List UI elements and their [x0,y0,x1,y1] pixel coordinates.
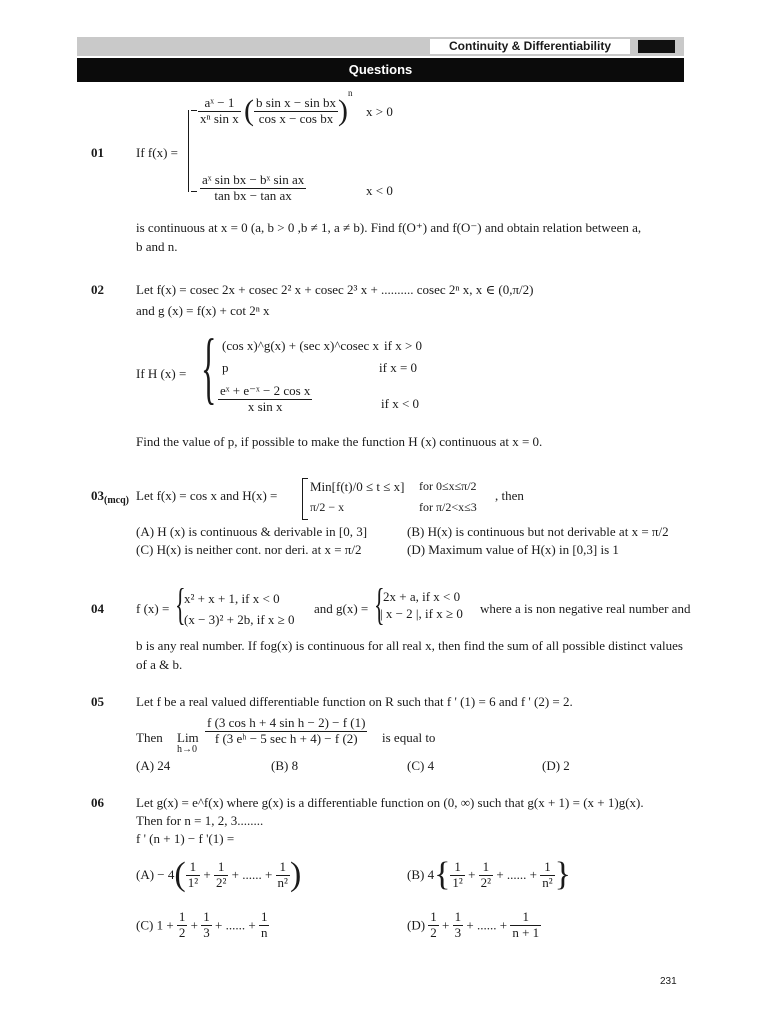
numerator: 1 [178,909,186,924]
q03-lead: Let f(x) = cos x and H(x) = [136,488,278,503]
q05-option-b: (B) 8 [271,758,299,773]
chapter-title: Continuity & Differentiability [430,39,630,54]
denominator: 2² [215,874,227,890]
q02-line2: and g (x) = f(x) + cot 2ⁿ x [136,303,270,318]
brace: { [434,856,451,893]
numerator: 1 [454,909,462,924]
denominator: tan bx − tan ax [200,188,306,204]
question-number: 06 [91,795,104,810]
q05-option-c: (C) 4 [407,758,435,773]
q01-brace [188,110,189,192]
brace-tick [191,110,197,111]
fraction [218,384,312,415]
fraction [186,860,200,891]
q05-option-d: (D) 2 [542,758,570,773]
numerator: aˣ − 1 [204,94,235,110]
q02-case1: (cos x)^g(x) + (sec x)^cosec x [222,338,380,353]
q05-line1: Let f be a real valued differentiable function on R such that f ' (1) = 6 and f ' (2) = 2. [136,694,573,709]
q02-case2-condition: if x = 0 [379,360,418,375]
q04-g-case1: 2x + a, if x < 0 [383,589,461,604]
numerator: 1 [260,909,268,924]
q02-case2: p [222,360,229,375]
numerator: 1 [203,909,210,924]
numerator: f (3 cos h + 4 sin h − 2) − f (1) [207,715,366,730]
fraction [510,910,541,941]
numerator: aˣ sin bx − bˣ sin ax [202,172,305,187]
question-number [91,488,129,504]
fraction [254,96,338,127]
q04-f-brace: { [175,580,186,629]
q03-option-b: (B) H(x) is continuous but not derivable at x = π/2 [407,524,669,539]
power: n [347,88,353,98]
fraction [428,910,439,941]
numerator: 1 [217,858,225,874]
q05-then: Then [136,730,163,745]
q04-tail: where a is non negative real number and [480,601,691,616]
option-label: (A) − 4 [136,867,175,882]
q06-option-c [136,910,269,941]
text-line: is continuous at x = 0 (a, b > 0 ,b ≠ 1, a ≠ b). Find f(O⁺) and f(O⁻) and obtain relation between a, [136,220,642,235]
ellipsis: + ...... + [496,867,537,882]
denominator: n² [277,874,288,890]
fraction [540,860,554,891]
paren: ( [174,856,186,893]
fraction [259,910,270,941]
numerator: 1 [522,909,529,924]
numerator: 1 [279,858,286,874]
q04-g-lead: and g(x) = [314,601,369,616]
question-number: 01 [91,145,104,160]
plus: + [468,867,476,882]
fraction [450,860,464,891]
numerator: eˣ + e⁻ˣ − 2 cos x [220,383,311,398]
q03-case1: Min[f(t)/0 ≤ t ≤ x] [310,479,405,494]
option-label: (C) 1 + [136,917,174,933]
ellipsis: + ...... + [466,917,508,933]
section-title: Questions [77,58,684,82]
q04-line3: of a & b. [136,657,183,672]
q04-f-lead: f (x) = [136,601,170,616]
text-line: b and n. [136,239,178,254]
q03-tail: , then [495,488,524,503]
q01-body [136,218,701,256]
numerator: 1 [544,858,551,874]
q02-case3-condition: if x < 0 [381,396,420,411]
q02-line1: Let f(x) = cosec 2x + cosec 2² x + cosec 2³ x + .......... cosec 2ⁿ x, x ∈ (0,π/2) [136,282,534,297]
q02-lead: If H (x) = [136,366,187,381]
denominator: n [260,924,268,940]
q01-lead: If f(x) = [136,145,178,160]
q02-case1-condition: if x > 0 [384,338,423,353]
paren: ) [289,856,302,893]
denominator: f (3 eʰ − 5 sec h + 4) − f (2) [205,731,367,747]
denominator: x sin x [218,399,312,415]
fraction [453,910,464,941]
fraction [479,860,493,891]
numerator: 1 [430,909,437,924]
brace-tick [191,191,197,192]
q03-case1-condition: for 0≤x≤π/2 [419,479,477,493]
numerator: b sin x − sin bx [256,94,336,110]
plus: + [203,867,211,882]
q06-line2: Then for n = 1, 2, 3........ [136,813,264,828]
numerator: 1 [454,858,461,874]
q06-line3: f ' (n + 1) − f '(1) = [136,831,235,846]
fraction [276,860,290,891]
brace: } [554,856,571,893]
numerator: 1 [189,858,197,874]
q01-case1 [198,88,353,128]
number: 03 [91,488,104,503]
denominator: 3 [454,924,462,940]
q05-lim-sub: h→0 [177,744,197,755]
paren: ) [337,94,348,128]
q06-option-d [407,910,541,941]
page-number: 231 [660,976,677,987]
q04-f-case2: (x − 3)² + 2b, if x ≥ 0 [184,612,295,627]
q06-option-a [136,856,301,894]
denominator: 2 [178,924,186,940]
option-label: (B) 4 [407,867,435,882]
q03-case2: π/2 − x [310,500,345,514]
q04-g-case2: | x − 2 |, if x ≥ 0 [380,606,463,621]
q03-case2-condition: for π/2<x≤3 [419,500,477,514]
plus: + [442,917,450,933]
q01-case1-condition: x > 0 [366,104,393,119]
question-number: 05 [91,694,104,709]
q05-option-a: (A) 24 [136,758,171,773]
denominator: 1² [187,874,199,890]
fraction [177,910,188,941]
ellipsis: + ...... + [215,917,256,933]
denominator: cos x − cos bx [254,111,338,127]
fraction [200,173,306,204]
q04-f-case1: x² + x + 1, if x < 0 [184,591,280,606]
denominator: 3 [203,924,210,940]
q05-lim: Lim [177,730,199,745]
q02-case3 [218,384,312,415]
q05-fraction [205,716,367,747]
denominator: 2 [430,924,437,940]
ellipsis: + ...... + [231,867,273,882]
numerator: 1 [482,858,490,874]
q02-brace: { [201,324,217,412]
question-number: 02 [91,282,104,297]
denominator: n + 1 [512,924,540,940]
denominator: n² [542,874,553,890]
denominator: 2² [480,874,492,890]
fraction [198,96,241,127]
denominator: 1² [452,874,463,890]
q01-case2-condition: x < 0 [366,183,393,198]
question-number: 04 [91,601,104,616]
fraction [205,716,367,747]
fraction [201,910,212,941]
q03-option-d: (D) Maximum value of H(x) in [0,3] is 1 [407,542,619,557]
header-marker [638,40,675,53]
plus: + [190,917,199,933]
q03-option-c: (C) H(x) is neither cont. nor deri. at x = π/2 [136,542,362,557]
q06-option-b [407,856,571,894]
option-label: (D) [407,917,426,933]
mcq-tag: (mcq) [104,495,129,506]
q03-bracket [302,478,308,520]
q03-option-a: (A) H (x) is continuous & derivable in [0, 3] [136,524,368,539]
q05-tail: is equal to [382,730,436,745]
q04-line2: b is any real number. If fog(x) is continuous for all real x, then find the sum of all possible distinct values [136,638,683,653]
q02-question: Find the value of p, if possible to make the function H (x) continuous at x = 0. [136,434,543,449]
q01-case2 [200,173,306,204]
q06-line1: Let g(x) = e^f(x) where g(x) is a differentiable function on (0, ∞) such that g(x + 1) = (x + 1)g(x). [136,795,644,810]
q04-g-brace: { [374,580,385,629]
paren: ( [244,94,255,128]
fraction [214,860,228,891]
denominator: xⁿ sin x [200,110,239,126]
